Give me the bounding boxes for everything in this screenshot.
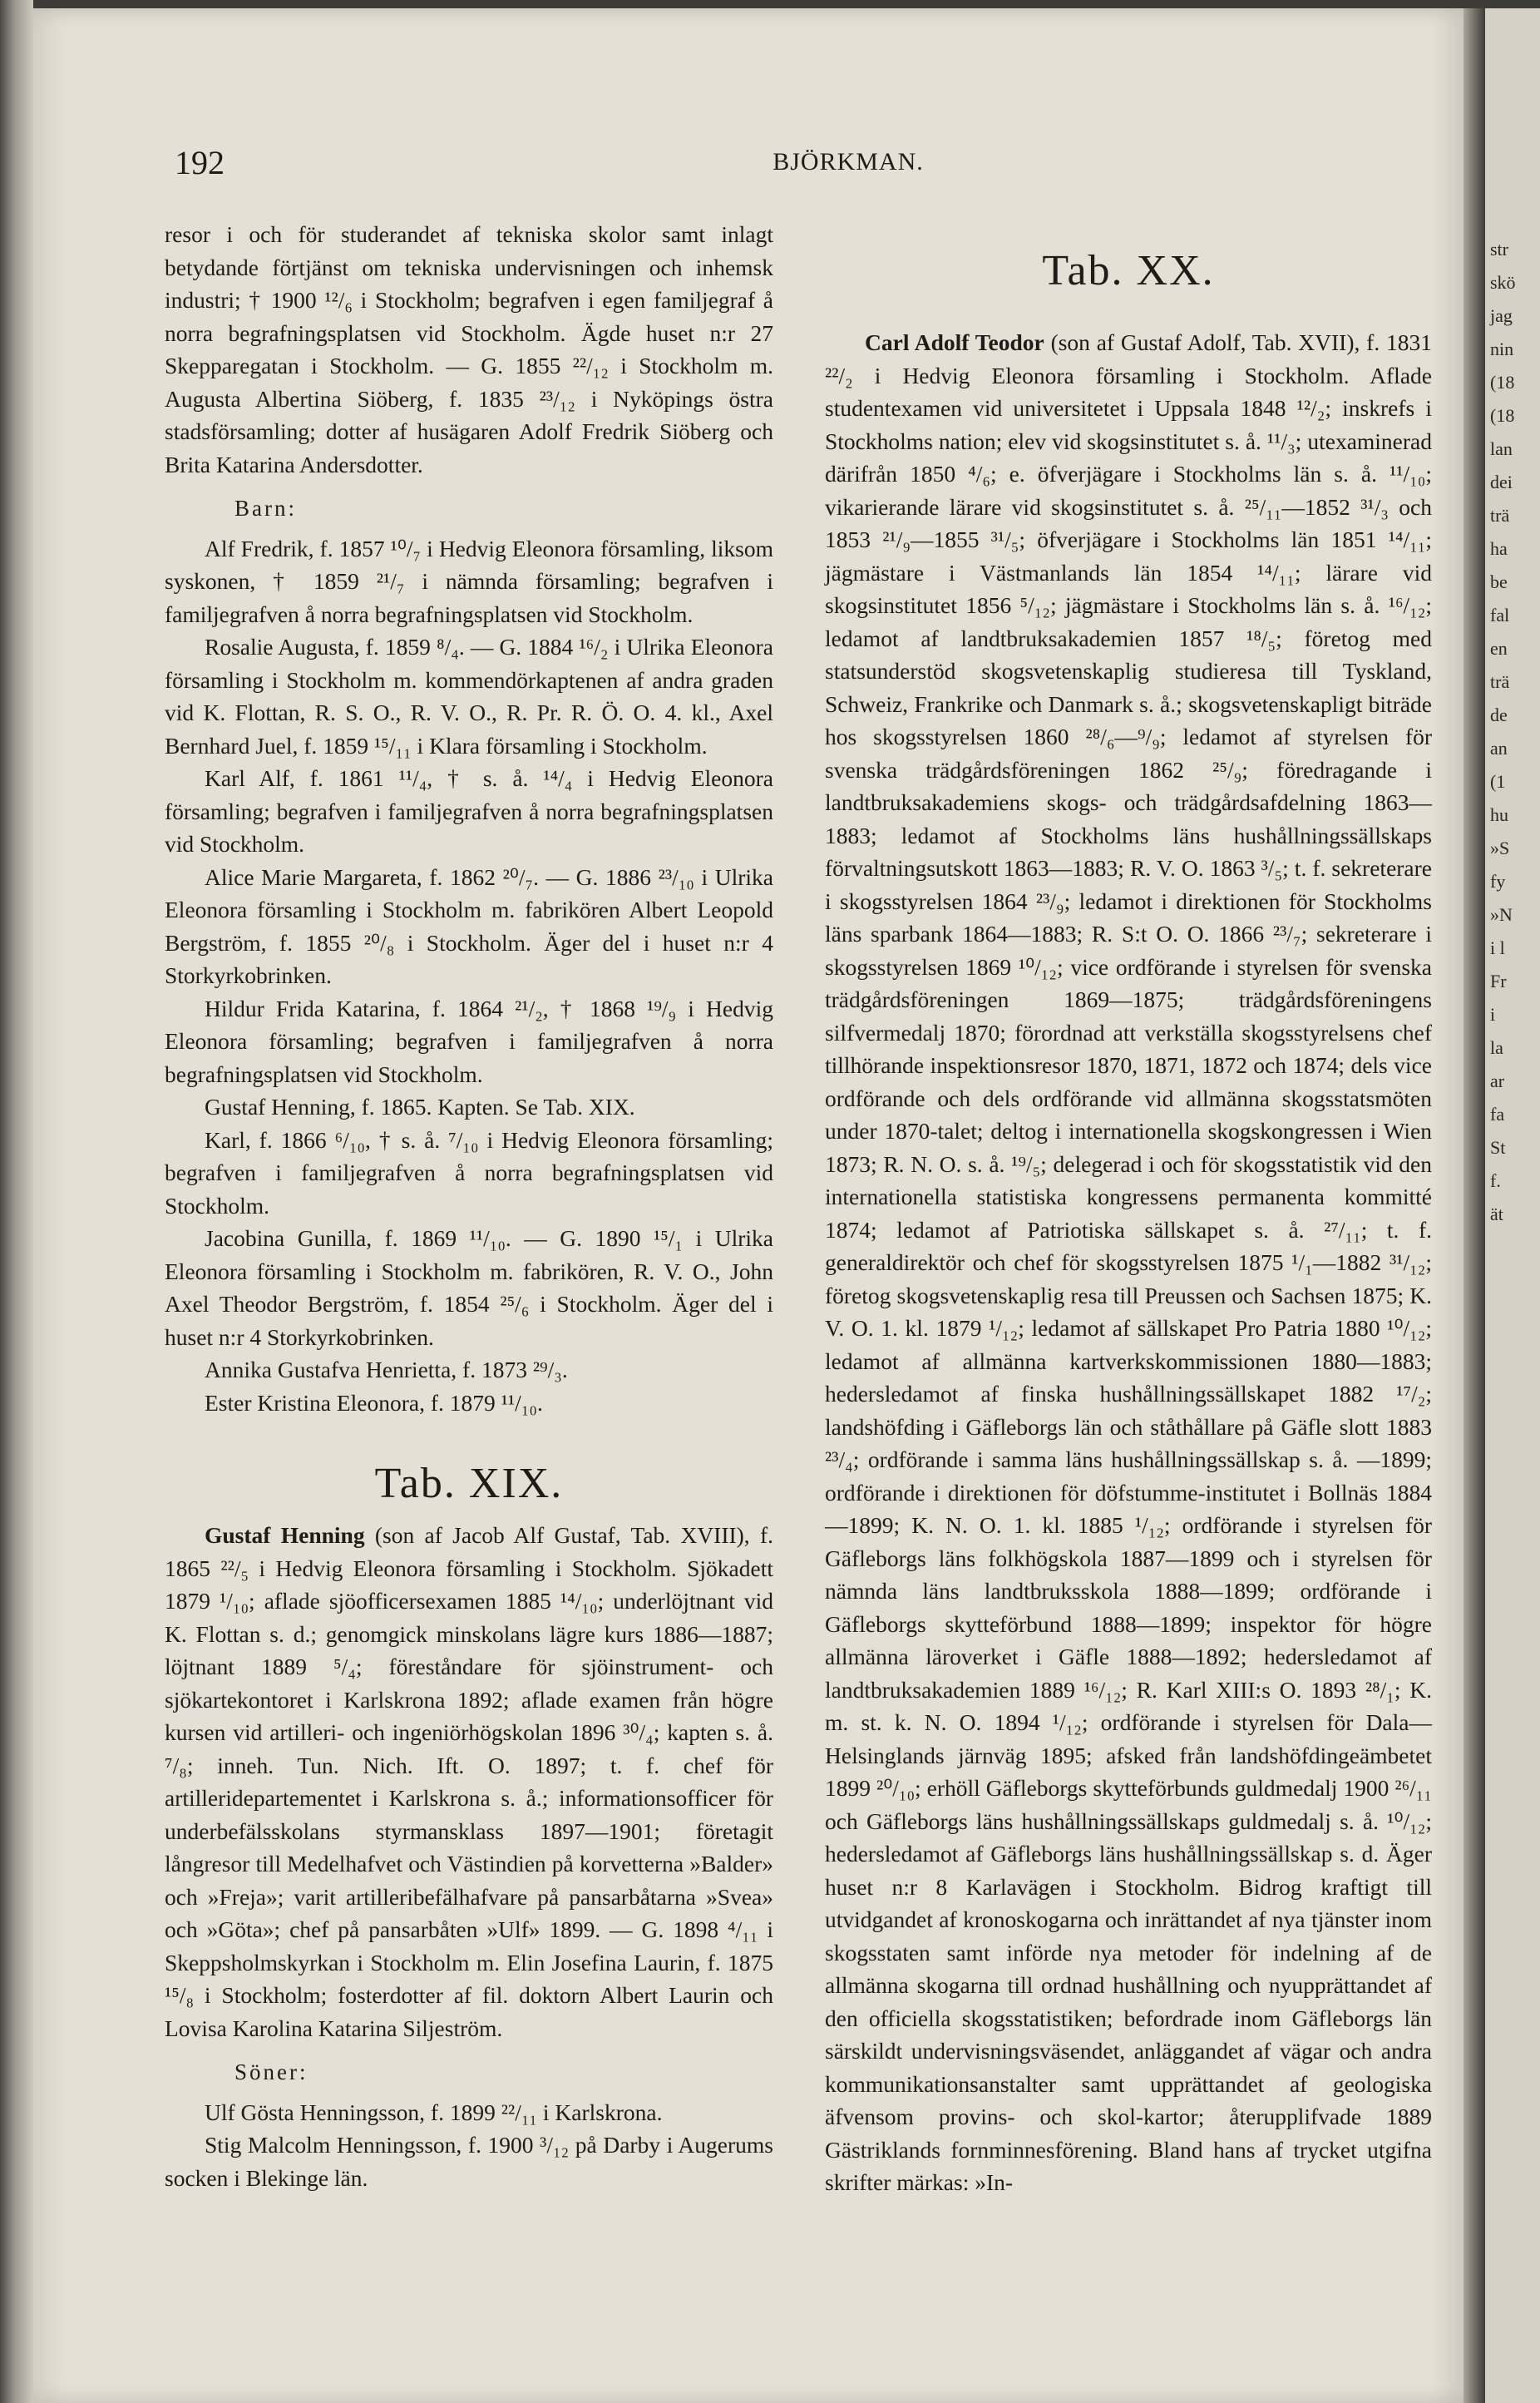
adjacent-page-fragment: »N <box>1490 904 1513 925</box>
scan-top-edge <box>0 0 1540 8</box>
child-entry: Gustaf Henning, f. 1865. Kapten. Se Tab. XIX. <box>205 1094 635 1120</box>
child-entry: Karl Alf, f. 1861 ¹¹/₄, † s. å. ¹⁴/₄ i Hedvig Eleonora församling; begrafven i familjegrafven å norra begrafningsplatsen vid Stockholm. <box>165 765 773 857</box>
adjacent-page-fragment: f. <box>1490 1170 1501 1191</box>
adjacent-page-fragment: trä <box>1490 671 1510 692</box>
adjacent-page-fragment: (18 <box>1490 372 1515 393</box>
adjacent-page-edge <box>1485 8 1540 2403</box>
adjacent-page-fragment: nin <box>1490 339 1514 359</box>
adjacent-page-fragment: an <box>1490 738 1508 759</box>
child-entry: Alf Fredrik, f. 1857 ¹⁰/₇ i Hedvig Eleonora församling, liksom syskonen, † 1859 ²¹/₇ i nämnda församling; begrafven i familjegrafven å norra begrafningsplatsen vid Stockholm. <box>165 535 773 627</box>
child-entry: Karl, f. 1866 ⁶/₁₀, † s. å. ⁷/₁₀ i Hedvig Eleonora församling; begrafven i familjegrafven å norra begrafningsplatsen vid Stockholm. <box>165 1126 773 1219</box>
tab19-name: Gustaf Henning <box>205 1522 365 1548</box>
son-entry: Stig Malcolm Henningsson, f. 1900 ³/₁₂ på Darby i Augerums socken i Blekinge län. <box>165 2132 773 2191</box>
tab19-heading: Tab. XIX. <box>374 1460 564 1507</box>
children-heading: Barn: <box>234 496 297 521</box>
running-head: BJÖRKMAN. <box>772 148 924 176</box>
sons-heading: Söner: <box>234 2059 308 2084</box>
tab19-entry <box>165 1519 773 2045</box>
adjacent-page-fragment: fa <box>1490 1104 1505 1125</box>
adjacent-page-fragment: skö <box>1490 272 1516 293</box>
adjacent-page-fragment: en <box>1490 638 1508 659</box>
left-column <box>165 218 773 2194</box>
book-spine-shadow <box>0 0 33 2403</box>
adjacent-page-fragment: dei <box>1490 472 1513 492</box>
tab20-name: Carl Adolf Teodor <box>865 329 1044 355</box>
child-entry: Ester Kristina Eleonora, f. 1879 ¹¹/₁₀. <box>205 1389 543 1416</box>
son-entry: Ulf Gösta Henningsson, f. 1899 ²²/₁₁ i Karlskrona. <box>205 2099 663 2125</box>
adjacent-page-fragment: lan <box>1490 438 1513 459</box>
page-gutter <box>1463 8 1485 2403</box>
child-entry: Rosalie Augusta, f. 1859 ⁸/₄. — G. 1884 ¹⁶/₂ i Ulrika Eleonora församling i Stockholm m. kommendörkaptenen af andra graden vid K. Flottan, R. S. O., R. V. O., R. Pr. R. Ö. O. 4. kl., Axel Bernhard Juel, f. 1859 ¹⁵/₁₁ i Klara församling i Stockholm. <box>165 634 773 759</box>
tab20-heading: Tab. XX. <box>1042 247 1215 294</box>
child-entry: Hildur Frida Katarina, f. 1864 ²¹/₂, † 1868 ¹⁹/₉ i Hedvig Eleonora församling; begrafven i familjegrafven å norra begrafningsplatsen vid Stockholm. <box>165 995 773 1087</box>
adjacent-page-fragment: be <box>1490 571 1508 592</box>
adjacent-page-fragment: ar <box>1490 1070 1505 1091</box>
adjacent-page-fragment: str <box>1490 239 1508 260</box>
tab19-text: (son af Jacob Alf Gustaf, Tab. XVIII), f. 1865 ²²/₅ i Hedvig Eleonora församling i Stockholm. Sjökadett 1879 ¹/₁₀; aflade sjöofficersexamen 1885 ¹⁴/₁₀; underlöjtnant vid K. Flottan s. d.; genomgick minskolans lägre kurs 1886—1887; löjtnant 1889 ⁵/₄; föreståndare för sjöinstrument- och sjökartekontoret i Karlskrona 1892; aflade examen från högre kursen vid artilleri- och ingeniörhögskolan 1896 ³⁰/₄; kapten s. å. ⁷/₈; inneh. Tun. Nich. Ift. O. 1897; t. f. chef för artilleridepartementet i Karlskrona s. å.; informationsofficer för underbefälsskolans styrmansklass 1897—1901; företagit långresor till Medelhafvet och Västindien på korvetterna »Balder» och »Freja»; varit artilleribefälhafvare på pansarbåtarna »Svea» och »Göta»; chef på pansarbåten »Ulf» 1899. — G. 1898 ⁴/₁₁ i Skeppsholmskyrkan i Stockholm m. Elin Josefina Laurin, f. 1875 ¹⁵/₈ i Stockholm; fosterdotter af fil. doktorn Albert Laurin och Lovisa Karolina Katarina Siljeström. <box>165 1522 773 2041</box>
adjacent-page-fragment: ät <box>1490 1204 1503 1224</box>
child-entry: Annika Gustafva Henrietta, f. 1873 ²⁹/₃. <box>205 1357 568 1382</box>
sons-list <box>165 2096 773 2195</box>
adjacent-page-fragment: fal <box>1490 605 1510 625</box>
adjacent-page-fragment: »S <box>1490 838 1510 858</box>
adjacent-page-fragment: la <box>1490 1037 1503 1058</box>
continuation-paragraph: resor i och för studerandet af tekniska skolor samt inlagt betydande förtjänst om tekniska undervisningen och inhemsk industri; † 1900 ¹²/₆ i Stockholm; begrafven i egen familjegraf å norra begrafningsplatsen vid Stockholm. Ägde huset n:r 27 Skepparegatan i Stockholm. — G. 1855 ²²/₁₂ i Stockholm m. Augusta Albertina Siöberg, f. 1835 ²³/₁₂ i Nyköpings östra stadsförsamling; dotter af husägaren Adolf Fredrik Siöberg och Brita Katarina Andersdotter. <box>165 221 773 477</box>
adjacent-page-fragment: i l <box>1490 937 1505 958</box>
child-entry: Jacobina Gunilla, f. 1869 ¹¹/₁₀. — G. 1890 ¹⁵/₁ i Ulrika Eleonora församling i Stockholm m. fabrikören, R. V. O., John Axel Theodor Bergström, f. 1854 ²⁵/₆ i Stockholm. Äger del i huset n:r 4 Storkyrkobrinken. <box>165 1225 773 1350</box>
right-column <box>825 246 1432 2199</box>
children-list <box>165 532 773 1420</box>
tab20-text: (son af Gustaf Adolf, Tab. XVII), f. 1831 ²²/₂ i Hedvig Eleonora församling i Stockholm. Aflade studentexamen vid universitetet i Uppsala 1848 ¹²/₂; inskrefs i Stockholms nation; elev vid skogsinstitutet s. å. ¹¹/₃; utexaminerad därifrån 1850 ⁴/₆; e. öfverjägare i Stockholms län s. å. ¹¹/₁₀; vikarierande lärare vid skogsinstitutet s. å. ²⁵/₁₁—1852 ³¹/₃ och 1853 ²¹/₉—1855 ³¹/₅; öfverjägare i Stockholms län 1851 ¹⁴/₁₁; jägmästare i Västmanlands län 1854 ¹⁴/₁₁; lärare vid skogsinstitutet 1856 ⁵/₁₂; jägmästare i Stockholms län s. å. ¹⁶/₁₂; ledamot af landtbruksakademien 1857 ¹⁸/₅; företog med statsunderstöd skogsvetenskaplig studieresa till Tyskland, Schweiz, Frankrike och Danmark s. å.; skogsvetenskapligt biträde hos skogsstyrelsen 1860 ²⁸/₆—⁹/₉; ledamot af styrelsen för svenska trädgårdsföreningen 1862 ²⁵/₉; föredragande i landtbruksakademiens skogs- och trädgårdsafdelning 1863—1883; ledamot af Stockholms läns hushållningssällskaps förvaltningsutskott 1863—1883; R. V. O. 1863 ³/₅; t. f. sekreterare i skogsstyrelsen 1864 ²³/₉; ledamot i direktionen för Stockholms läns sparbank 1864—1883; R. S:t O. O. 1866 ²³/₇; sekreterare i skogsstyrelsen 1869 ¹⁰/₁₂; vice ordförande i styrelsen för svenska trädgårdsföreningen 1869—1875; trädgårdsföreningens silfvermedalj 1870; förordnad att verkställa skogsstyrelsens chef tillhörande inspektionsresor 1870, 1871, 1872 och 1874; dels vice ordförande och dels ordförande vid allmänna skogsstatsmöten under 1870-talet; deltog i internationella skogskongressen i Wien 1873; R. N. O. s. å. ¹⁹/₅; delegerad i och för skogsstatistik vid den internationella statistiska kongressens permanenta kommitté 1874; ledamot af Patriotiska sällskapet s. å. ²⁷/₁₁; t. f. generaldirektör och chef för skogsstyrelsen 1875 ¹/₁—1882 ³¹/₁₂; företog skogsvetenskaplig resa till Preussen och Sachsen 1875; K. V. O. 1. kl. 1879 ¹/₁₂; ledamot af sällskapet Pro Patria 1880 ¹⁰/₁₂; ledamot af allmänna kartverkskommissionen 1880—1883; hedersledamot af finska hushållningssällskapet 1882 ¹⁷/₂; landshöfding i Gäfleborgs län och ståthållare på Gäfle slott 1883 ²³/₄; ordförande i samma läns hushållningssällskap s. å. —1899; ordförande i direktionen för döfstumme-institutet i Bollnäs 1884—1899; K. N. O. 1. kl. 1885 ¹/₁₂; ordförande i styrelsen för Gäfleborgs läns folkhögskola 1887—1899 och i styrelsen för nämnda läns landtbruksskola 1888—1899; ordförande i Gäfleborgs skytteförbund 1888—1899; inspektor för högre allmänna läroverket i Gäfle 1888—1892; hedersledamot af landtbruksakademien 1889 ¹⁶/₁₂; R. Karl XIII:s O. 1893 ²⁸/₁; K. m. st. k. N. O. 1894 ¹/₁₂; ordförande i styrelsen för Dala—Helsinglands järnväg 1895; afsked från landshöfdingeämbetet 1899 ²⁰/₁₀; erhöll Gäfleborgs skytteförbunds guldmedalj 1900 ²⁶/₁₁ och Gäfleborgs läns hushållningssällskaps guldmedalj s. å. ¹⁰/₁₂; hedersledamot af Gäfleborgs läns hushållningssällskap s. d. Äger huset n:r 8 Karlavägen i Stockholm. Bidrog kraftigt till utvidgandet af kronoskogarna och inrättandet af nya tjänster inom skogsstaten samt införde nya metoder för indelning af de allmänna skogarna till ordnad hushållning och nyupprättandet af den officiella skogsstatistiken; befordrade inom Gäfleborgs län särskildt undervisningsväsendet, anläggandet af vägar och andra kommunikationsanstalter samt upprättandet af geologiska äfvensom provins- och skol-kartor; återupplifvade 1889 Gästriklands fornminnesförening. Bland hans af trycket utgifna skrifter märkas: »In- <box>825 329 1432 2195</box>
page-number: 192 <box>175 144 225 181</box>
adjacent-page-fragment: Fr <box>1490 971 1507 991</box>
adjacent-page-fragment: hu <box>1490 804 1508 825</box>
adjacent-page-fragment: de <box>1490 705 1508 725</box>
adjacent-page-fragment: i <box>1490 1004 1496 1025</box>
adjacent-page-fragment: ha <box>1490 538 1508 559</box>
adjacent-page-fragment: fy <box>1490 871 1506 892</box>
child-entry: Alice Marie Margareta, f. 1862 ²⁰/₇. — G. 1886 ²³/₁₀ i Ulrika Eleonora församling i Stockholm m. fabrikören Albert Leopold Bergström, f. 1855 ²⁰/₈ i Stockholm. Äger del i huset n:r 4 Storkyrkobrinken. <box>165 863 773 988</box>
adjacent-page-fragment: trä <box>1490 505 1510 526</box>
tab20-entry <box>825 326 1432 2199</box>
adjacent-page-fragment: (1 <box>1490 771 1506 792</box>
adjacent-page-fragment: St <box>1490 1137 1506 1158</box>
adjacent-page-fragment: (18 <box>1490 405 1515 426</box>
adjacent-page-fragment: jag <box>1490 305 1513 326</box>
